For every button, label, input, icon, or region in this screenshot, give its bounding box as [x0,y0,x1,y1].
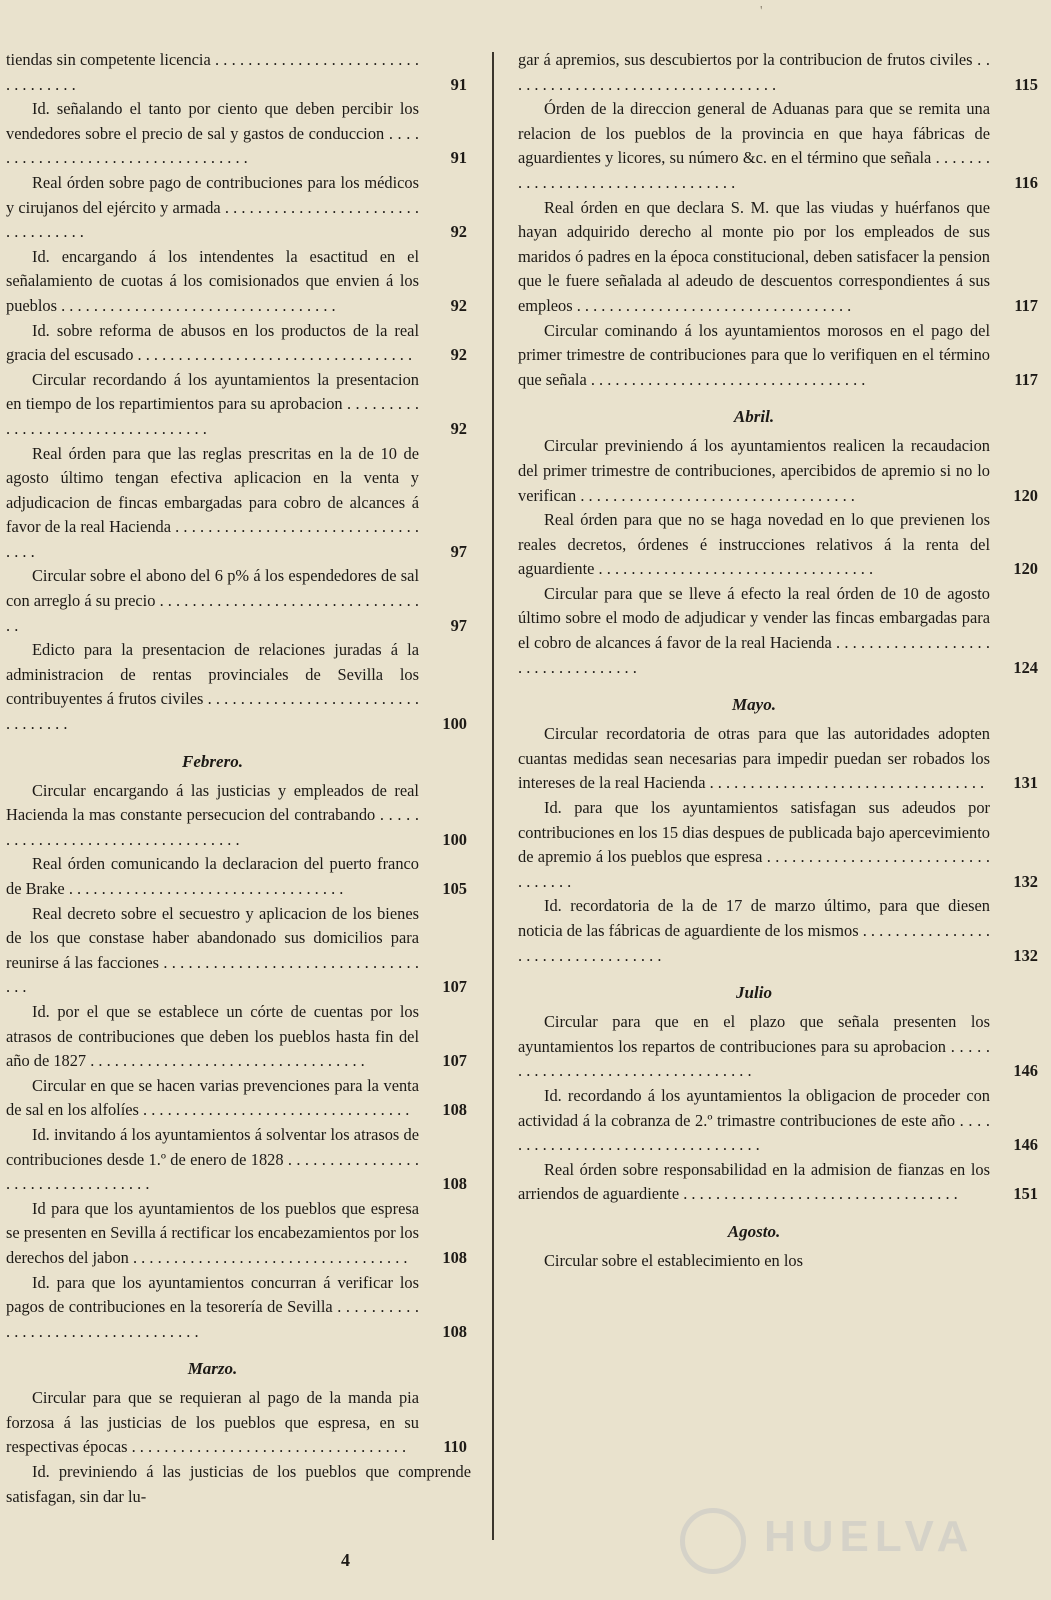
entry-text: Real órden para que no se haga novedad en lo que previenen los reales decretos, órdenes é instrucciones relativos á la renta del aguardiente . . . [518,510,990,578]
index-entry [518,508,1042,582]
month-heading: Agosto. [727,1221,781,1241]
entry-page-number: 92 [421,417,467,442]
entry-page-number: 124 [983,656,1038,681]
entry-text: Circular sobre el establecimiento en los [544,1250,803,1270]
entry-page-number: 92 [421,220,467,245]
entry-text: Circular para que en el plazo que señala presenten los ayuntamientos los repartos de contribuciones para su aprobacion . . . [518,1012,990,1080]
entry-page-number: 91 [447,73,467,98]
month-heading: Febrero. [182,751,243,771]
entry-text: Id. recordando á los ayuntamientos la obligacion de proceder con actividad á la cobranza de 2.º trimastre contribuciones de este año . . . [518,1086,990,1154]
entry-text: Real órden en que declara S. M. que las viudas y huérfanos que hayan adquirido derecho al monte pio por los empleados de sus maridos ó padres en la época constitucional, deben satisfacer la pension que le fuere señalada al adeudo de descuentos correspondientes á sus empleos . . . [518,198,990,315]
index-entry [6,1271,471,1345]
entry-page-number: 132 [983,870,1038,895]
index-entry [518,582,1042,680]
index-entry [6,245,471,319]
index-entry [6,1460,471,1509]
entry-page-number: 132 [983,944,1038,969]
entry-page-number: 92 [421,294,467,319]
entry-text: Id. invitando á los ayuntamientos á solventar los atrasos de contribuciones desde 1.º de enero de 1828 . . . [6,1125,419,1193]
entry-text: Circular previniendo á los ayuntamientos realicen la recaudacion del primer trimestre de contribuciones, apercibidos de apremio si no lo verifican . . . [518,436,990,504]
entry-text: Real órden comunicando la declaracion del puerto franco de Brake . . . [6,854,419,898]
entry-text: Circular en que se hacen varias prevenciones para la venta de sal en los alfolíes . . . [6,1076,419,1120]
entry-text: tiendas sin competente licencia . . . [6,50,419,94]
index-entry [6,638,471,736]
column-divider [492,52,494,1540]
index-entry [518,48,1042,97]
left-column [6,48,471,1509]
month-heading: Julio [736,983,772,1003]
index-entry [518,1010,1042,1084]
index-entry [518,722,1042,796]
index-entry [518,796,1042,894]
index-entry [518,319,1042,393]
month-heading: Marzo. [187,1359,238,1379]
index-entry [518,1249,1042,1274]
entry-page-number: 146 [983,1133,1038,1158]
index-entry [6,1197,471,1271]
month-heading: Mayo. [732,695,776,715]
entry-text: Circular cominando á los ayuntamientos morosos en el pago del primer trimestre de contribuciones para que lo verifiquen en el término que señala . . . [518,321,990,389]
entry-page-number: 120 [983,484,1038,509]
entry-text: Id. para que los ayuntamientos concurran á verificar los pagos de contribuciones en la tesorería de Sevilla . . . [6,1273,419,1341]
index-entry [6,442,471,565]
entry-text: Id. señalando el tanto por ciento que deben percibir los vendedores sobre el precio de sal y gastos de conduccion . . . [6,99,419,167]
index-entry [518,1084,1042,1158]
entry-page-number: 117 [984,368,1038,393]
index-entry [6,368,471,442]
index-entry [6,48,471,97]
entry-text: Id para que los ayuntamientos de los pueblos que espresa se presenten en Sevilla á rectificar los encabezamientos por los derechos del jabon . . . [6,1199,419,1267]
entry-page-number: 100 [412,712,467,737]
index-entry [518,434,1042,508]
entry-text: Real decreto sobre el secuestro y aplicacion de los bienes de los que constase haber abandonado sus domicilios para reunirse á las facciones . . . [6,904,419,997]
watermark-text: HUELVA [764,1512,975,1561]
index-entry [6,1074,471,1123]
index-entry [6,97,471,171]
entry-page-number: 117 [984,294,1038,319]
watermark-logo [680,1502,975,1572]
entry-page-number: 108 [412,1246,467,1271]
index-entry [6,779,471,853]
index-entry [518,97,1042,195]
entry-text: Circular recordatoria de otras para que las autoridades adopten cuantas medidas sean necesarias para impedir puedan ser robados los intereses de la real Hacienda . . . [518,724,990,792]
entry-page-number: 115 [1010,73,1038,98]
entry-text: Real órden para que las reglas prescritas en la de 10 de agosto último tengan efectiva aplicacion en la venta y adjudicacion de fincas embargadas para cobro de alcances á favor de la real Hacienda . . . [6,444,419,561]
index-entry [6,564,471,638]
entry-text: Circular para que se requieran al pago de la manda pia forzosa á las justicias de los pueblos que espresa, en su respectivas épocas . . . [6,1388,419,1456]
entry-page-number: 100 [412,828,467,853]
entry-text: Id. encargando á los intendentes la esactitud en el señalamiento de cuotas á los comisionados que envien á los pueblos . . . [6,247,419,315]
entry-page-number: 110 [413,1435,467,1460]
entry-page-number: 120 [983,557,1038,582]
index-entry [518,1158,1042,1207]
entry-page-number: 107 [412,1049,467,1074]
index-entry [6,171,471,245]
entry-text: Circular recordando á los ayuntamientos la presentacion en tiempo de los repartimientos para su aprobacion . . . [6,370,419,438]
top-mark: ' [760,4,763,19]
month-heading: Abril. [733,407,775,427]
entry-text: Real órden sobre responsabilidad en la admision de fianzas en los arriendos de aguardiente . . . [518,1160,990,1204]
entry-page-number: 108 [412,1172,467,1197]
index-entry [518,894,1042,968]
entry-text: Circular para que se lleve á efecto la real órden de 10 de agosto último sobre el modo de adjudicar y vender las fincas embargadas para el cobro de alcances á favor de la real Hacienda . . . [518,584,990,677]
entry-page-number: 97 [421,540,467,565]
entry-text: Órden de la direccion general de Aduanas para que se remita una relacion de los pueblos de la provincia en que haya fábricas de aguardientes y licores, su número &c. en el término que señala . . . [518,99,990,192]
entry-text: Id. por el que se establece un córte de cuentas por los atrasos de contribuciones que deben los pueblos hasta fin del año de 1827 . . . [6,1002,419,1070]
entry-text: Id. recordatoria de la de 17 de marzo último, para que diesen noticia de las fábricas de aguardiente de los mismos . . . [518,896,990,964]
index-entry [6,1386,471,1460]
entry-text: Circular sobre el abono del 6 p% á los espendedores de sal con arreglo á su precio . . . [6,566,419,634]
index-entry [6,1123,471,1197]
page-number: 4 [341,1550,350,1570]
entry-text: Id. para que los ayuntamientos satisfagan sus adeudos por contribuciones en los 15 dias despues de publicada bajo apercevimiento de apremio á los pueblos que espresa . . . [518,798,990,891]
index-entry [518,196,1042,319]
watermark-emblem-icon [680,1508,746,1574]
entry-page-number: 108 [412,1320,467,1345]
entry-page-number: 92 [421,343,467,368]
entry-text: Id. sobre reforma de abusos en los productos de la real gracia del escusado . . . [6,321,419,365]
index-entry [6,902,471,1000]
entry-text: Circular encargando á las justicias y empleados de real Hacienda la mas constante persecucion del contrabando . . . [6,781,419,849]
right-column [518,48,1042,1274]
entry-page-number: 97 [421,614,467,639]
entry-page-number: 146 [983,1059,1038,1084]
entry-text: Real órden sobre pago de contribuciones para los médicos y cirujanos del ejército y armada . . . [6,173,419,241]
entry-page-number: 105 [412,877,467,902]
entry-page-number: 108 [412,1098,467,1123]
entry-text: Id. previniendo á las justicias de los pueblos que comprende satisfagan, sin dar lu- [6,1462,471,1506]
entry-page-number: 116 [984,171,1038,196]
entry-text: Edicto para la presentacion de relaciones juradas á la administracion de rentas provinciales de Sevilla los contribuyentes á frutos civiles . . . [6,640,419,733]
index-entry [6,1000,471,1074]
entry-page-number: 131 [983,771,1038,796]
index-entry [6,319,471,368]
entry-text: gar á apremios, sus descubiertos por la contribucion de frutos civiles . . . [518,50,990,94]
entry-page-number: 91 [421,146,467,171]
entry-page-number: 151 [983,1182,1038,1207]
entry-page-number: 107 [412,975,467,1000]
index-entry [6,852,471,901]
